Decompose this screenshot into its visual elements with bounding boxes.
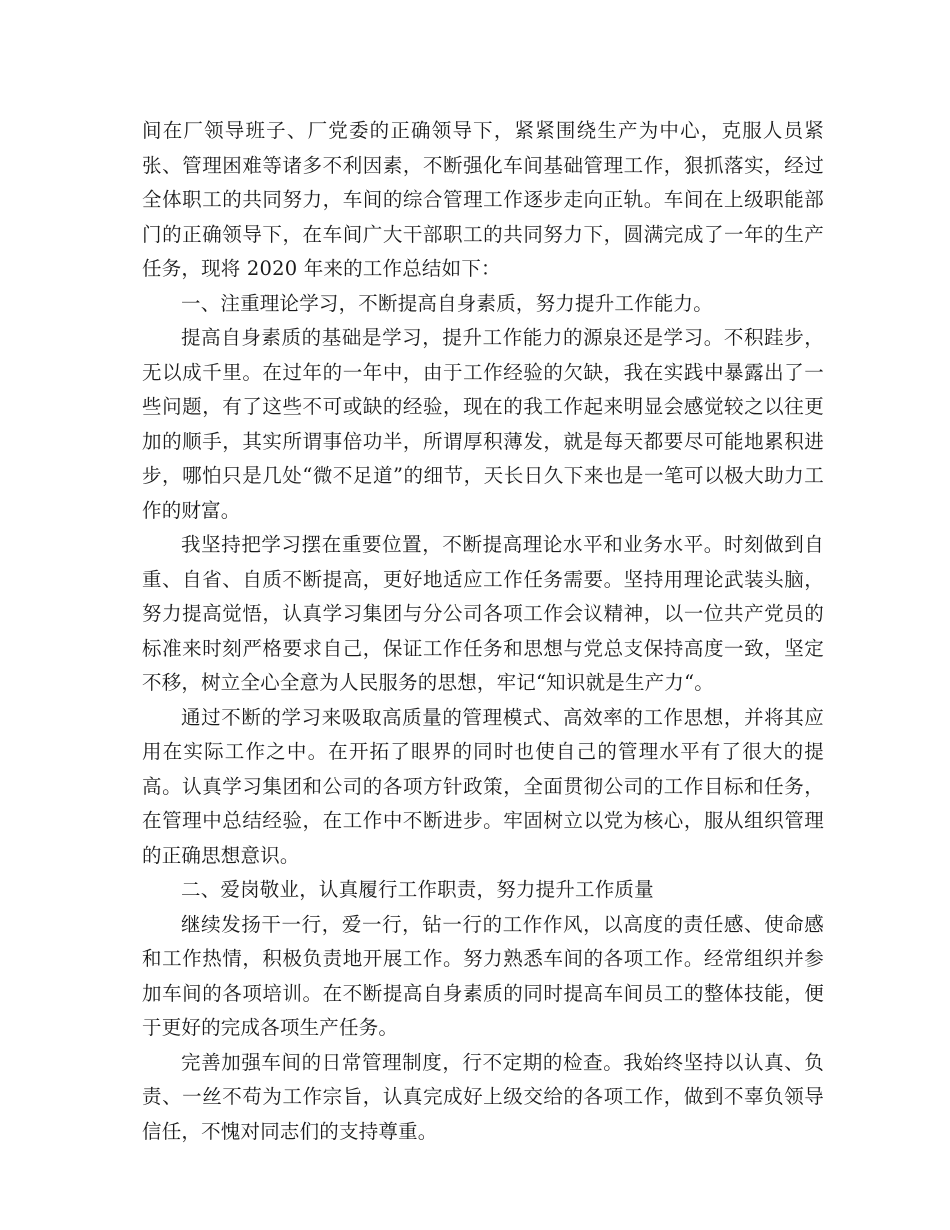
section-heading-1: 一、注重理论学习，不断提高自身素质，努力提升工作能力。 (181, 291, 713, 315)
section-heading-2: 二、爱岗敬业，认真履行工作职责，努力提升工作质量 (181, 878, 654, 901)
paragraph-management-learning: 通过不断的学习来吸取高质量的管理模式、高效率的工作思想，并将其应用在实际工作之中。在开拓了眼界的同时也使自己的管理水平有了很大的提高。认真学习集团和公司的各项方针政策，全面贯彻公司的工作目标和任务，在管理中总结经验，在工作中不断进步。牢固树立以党为核心，服从组织管理的正确思想意识。 (142, 705, 824, 867)
paragraph-daily-management: 完善加强车间的日常管理制度，行不定期的检查。我始终坚持以认真、负责、一丝不苟为工作宗旨，认真完成好上级交给的各项工作，做到不辜负领导信任，不愧对同志们的支持尊重。 (142, 1050, 824, 1143)
paragraph-intro: 间在厂领导班子、厂党委的正确领导下，紧紧围绕生产为中心，克服人员紧张、管理困难等诸多不利因素，不断强化车间基础管理工作，狠抓落实，经过全体职工的共同努力，车间的综合管理工作逐步走向正轨。车间在上级职能部门的正确领导下，在车间广大干部职工的共同努力下，圆满完成了一年的生产任务，现将 2020 年来的工作总结如下： (142, 119, 824, 280)
paragraph-work-style: 继续发扬干一行，爱一行，钻一行的工作作风，以高度的责任感、使命感和工作热情，积极负责地开展工作。努力熟悉车间的各项工作。经常组织并参加车间的各项培训。在不断提高自身素质的同时提高车间员工的整体技能，便于更好的完成各项生产任务。 (142, 912, 824, 1039)
paragraph-learning-foundation: 提高自身素质的基础是学习，提升工作能力的源泉还是学习。不积跬步，无以成千里。在过年的一年中，由于工作经验的欠缺，我在实践中暴露出了一些问题，有了这些不可或缺的经验，现在的我工作起来明显会感觉较之以往更加的顺手，其实所谓事倍功半，所谓厚积薄发，就是每天都要尽可能地累积进步，哪怕只是几处“微不足道”的细节，天长日久下来也是一笔可以极大助力工作的财富。 (142, 326, 824, 522)
paragraph-learning-priority: 我坚持把学习摆在重要位置，不断提高理论水平和业务水平。时刻做到自重、自省、自质不断提高，更好地适应工作任务需要。坚持用理论武装头脑，努力提高觉悟，认真学习集团与分公司各项工作会议精神，以一位共产党员的标准来时刻严格要求自己，保证工作任务和思想与党总支保持高度一致，坚定不移，树立全心全意为人民服务的思想，牢记“知识就是生产力“。 (142, 533, 824, 694)
document-body (142, 114, 824, 1149)
